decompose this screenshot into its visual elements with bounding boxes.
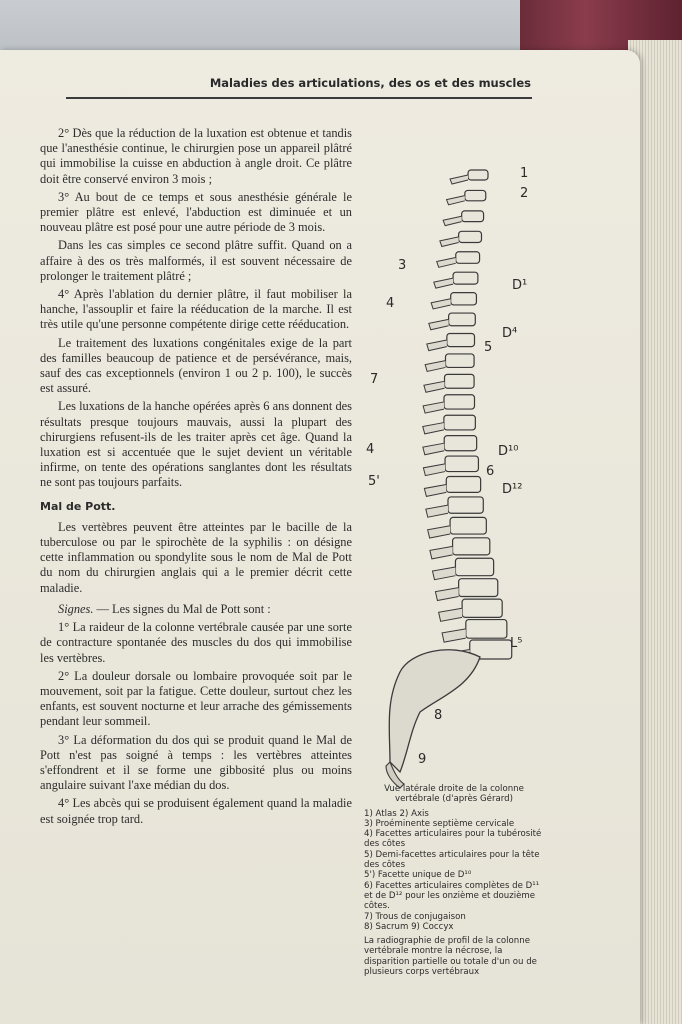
vertebra-body [445, 354, 474, 368]
vertebra-body [453, 538, 490, 555]
spine-figure [360, 112, 540, 792]
vertebra-process [440, 237, 459, 247]
vertebra-process [429, 319, 449, 329]
figure-label: 4 [366, 442, 375, 457]
vertebra-process [426, 505, 448, 517]
vertebra-body [462, 599, 502, 617]
paragraph: 3° Au bout de ce temps et sous anesthésie générale le premier plâtre est enlevé, l'abduction est diminuée et un nouveau plâtre est posé pour une autre période de 3 mois. [40, 189, 352, 235]
paragraph: Les vertèbres peuvent être atteintes par le bacille de la tuberculose ou par le spirochète de la syphilis : on désigne cette inflammation ou spondylite sous le nom de Mal de Pott du nom du chirurgien anglais qui a le premier décrit cette maladie. [40, 519, 352, 595]
header-rule [66, 97, 532, 99]
legend-item: 7) Trous de conjugaison [364, 911, 466, 922]
paragraph: 3° La déformation du dos qui se produit quand le Mal de Pott n'est pas soigné à temps : les vertèbres atteintes s'effondrent et il se forme une gibbosité plus ou moins angulaire suivant l'axe médian du dos. [40, 732, 352, 793]
vertebra-process [430, 546, 453, 559]
legend-item: 3) Proéminente septième cervicale [364, 818, 515, 829]
figure-label: 2 [520, 186, 529, 201]
figure-label: 5 [484, 340, 493, 355]
vertebra-process [435, 588, 458, 601]
vertebra-body [444, 436, 476, 451]
vertebra-body [444, 415, 475, 430]
signes-text: — Les signes du Mal de Pott sont : [93, 601, 271, 616]
figure-label: 9 [418, 752, 427, 767]
vertebra-body [465, 190, 486, 200]
vertebra-process [443, 216, 462, 225]
signes-line [40, 602, 352, 617]
vertebra-body [444, 395, 475, 409]
figure-label: 3 [398, 258, 407, 273]
vertebra-process [432, 567, 455, 580]
vertebra-process [439, 608, 462, 621]
figure-label: 7 [370, 372, 379, 387]
paragraph: 2° Dès que la réduction de la luxation est obtenue et tandis que l'anesthésie continue, le chirurgien pose un appareil plâtré qui immobilise la cuisse en abduction à angle droit. Ce plâtre doit être conservé environ 3 mois ; [40, 126, 352, 186]
vertebra-process [423, 423, 444, 434]
vertebra-body [459, 579, 498, 597]
figure-label: L⁵ [510, 636, 523, 651]
paragraph: 1° La raideur de la colonne vertébrale causée par une sorte de contracture spontanée des muscles du dos qui immobilise les vertèbres. [40, 620, 352, 665]
legend-item: 5) Demi-facettes articulaires pour la tête des côtes [364, 849, 540, 871]
vertebra-process [437, 258, 456, 268]
vertebra-process [442, 629, 466, 642]
vertebra-body [468, 170, 488, 180]
vertebra-process [447, 196, 465, 205]
vertebra-body [446, 477, 480, 493]
vertebra-process [428, 526, 450, 538]
figure-label: D¹⁰ [498, 444, 519, 459]
vertebra-process [434, 278, 453, 288]
figure-label: D¹ [512, 278, 528, 293]
vertebra-process [424, 381, 445, 392]
text-column [40, 126, 352, 830]
vertebra-body [450, 517, 486, 534]
legend-item: 8) Sacrum 9) Coccyx [364, 921, 454, 932]
section-title: Mal de Pott. [40, 499, 116, 513]
vertebra-body [456, 252, 480, 264]
vertebra-process [424, 484, 446, 496]
vertebra-process [427, 340, 447, 351]
paragraph: Dans les cas simples ce second plâtre suffit. Quand on a affaire à des os très malformés, il est souvent nécessaire de prolonger le traitement plâtré ; [40, 238, 352, 283]
vertebra-process [450, 175, 468, 184]
vertebra-body [451, 293, 477, 305]
vertebra-body [459, 231, 482, 242]
vertebra-process [423, 464, 445, 476]
vertebra-body [462, 211, 484, 222]
signes-label: Signes. [58, 601, 94, 616]
vertebra-body [447, 333, 475, 346]
legend-item: 1) Atlas 2) Axis [364, 808, 429, 819]
paragraph: 4° Les abcès qui se produisent également quand la maladie est soignée trop tard. [40, 796, 352, 826]
vertebra-body [453, 272, 478, 284]
vertebra-process [425, 361, 445, 372]
figure-label: 4 [386, 296, 395, 311]
legend-item: 4) Facettes articulaires pour la tubérosité des côtes [364, 829, 542, 850]
legend-item: 6) Facettes articulaires complètes de D¹¹ et de D¹² pour les onzième et douzième côtes. [364, 880, 540, 912]
vertebra-body [448, 497, 483, 513]
figure-caption [364, 784, 544, 977]
figure-label: D⁴ [502, 326, 518, 341]
legend-item: 5') Facette unique de D¹⁰ [364, 870, 472, 881]
figure-label: 5' [368, 474, 380, 489]
vertebra-body [445, 374, 475, 388]
vertebra-body [466, 620, 507, 639]
paragraph: 4° Après l'ablation du dernier plâtre, il faut mobiliser la hanche, l'assouplir et faire la rééducation de la marche. Il est très utile qu'une personne compétente dirige cette rééducation. [40, 287, 352, 332]
paragraph: Les luxations de la hanche opérées après 6 ans donnent des résultats presque toujours mauvais, aussi la plupart des chirurgiens refusent-ils de les traiter après cet âge. Quand la luxation est si accentuée que le sujet devient un véritable infirme, on tente des opérations sanglantes dont les résultats ne sont pas toujours parfaits. [40, 399, 352, 490]
vertebra-body [455, 558, 493, 575]
figure-label: 6 [486, 464, 495, 479]
paragraph: Le traitement des luxations congénitales exige de la part des familles beaucoup de patience et de persévérance, mais, sauf des cas exceptionnels (environ 1 ou 2 p. 100), le succès est assuré. [40, 335, 352, 396]
running-head: Maladies des articulations, des os et des muscles [209, 76, 531, 90]
caption-note: La radiographie de profil de la colonne vertébrale montre la nécrose, la disparition partielle ou totale d'un ou de plusieurs corps vertébraux [364, 936, 537, 978]
vertebra-body [449, 313, 476, 326]
paragraph: 2° La douleur dorsale ou lombaire provoquée soit par le mouvement, soit par la fatigue. Cette douleur, surtout chez les enfants, est souvent nocturne et leur arrache des gémissements pendant leur sommeil. [40, 668, 352, 729]
vertebra-body [445, 456, 478, 471]
vertebra-process [423, 443, 444, 455]
figure-label: D¹² [502, 482, 523, 497]
figure-label: 1 [520, 166, 529, 181]
caption-title: Vue latérale droite de la colonne vertébrale (d'après Gérard) [384, 784, 524, 805]
vertebra-process [423, 402, 444, 413]
vertebra-process [431, 299, 451, 309]
figure-label: 8 [434, 708, 443, 723]
